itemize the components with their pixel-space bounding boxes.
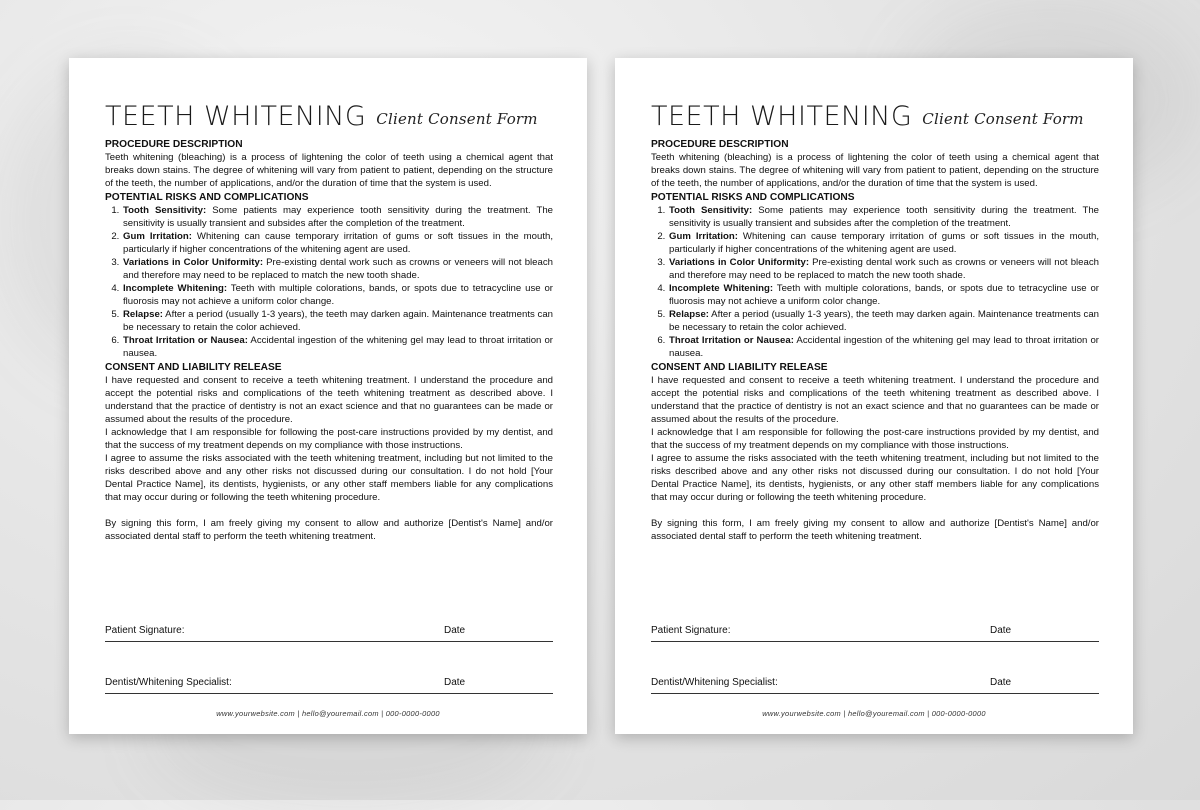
date-label: Date <box>990 677 1012 688</box>
patient-signature-label: Patient Signature: <box>105 625 185 636</box>
risks-heading: POTENTIAL RISKS AND COMPLICATIONS <box>105 192 309 203</box>
patient-signature-line[interactable] <box>651 619 1099 642</box>
procedure-heading: PROCEDURE DESCRIPTION <box>105 139 243 150</box>
date-label: Date <box>990 625 1012 636</box>
risk-item: 5. Relapse: After a period (usually 1-3 years), the teeth may darken again. Maintenance treatments can be necessary to retain the color achieved. <box>122 308 553 334</box>
risk-item: 4. Incomplete Whitening: Teeth with multiple colorations, bands, or spots due to tetracycline use or fluorosis may not achieve a uniform color change. <box>668 282 1099 308</box>
consent-heading: CONSENT AND LIABILITY RELEASE <box>105 362 282 373</box>
patient-signature-line[interactable] <box>105 619 553 642</box>
risk-item: 5. Relapse: After a period (usually 1-3 years), the teeth may darken again. Maintenance treatments can be necessary to retain the color achieved. <box>668 308 1099 334</box>
specialist-signature-line[interactable] <box>651 671 1099 694</box>
specialist-signature-label: Dentist/Whitening Specialist: <box>105 677 232 688</box>
risks-heading: POTENTIAL RISKS AND COMPLICATIONS <box>651 192 855 203</box>
title-script: Client Consent Form <box>922 110 1084 128</box>
risk-item: 3. Variations in Color Uniformity: Pre-existing dental work such as crowns or veneers will not bleach and therefore may need to be replaced to match the new tooth shade. <box>668 256 1099 282</box>
risk-item: 6. Throat Irritation or Nausea: Accidental ingestion of the whitening gel may lead to throat irritation or nausea. <box>122 334 553 360</box>
risk-item: 1. Tooth Sensitivity: Some patients may experience tooth sensitivity during the treatment. The sensitivity is usually transient and subsides after the completion of the treatment. <box>122 204 553 230</box>
title-script: Client Consent Form <box>376 110 538 128</box>
consent-paragraph: I have requested and consent to receive a teeth whitening treatment. I understand the procedure and accept the potential risks and complications of the teeth whitening treatment as described above. I understand that the practice of dentistry is not an exact science and that no guarantees can be made or assumed about the results of the procedure. <box>651 375 1099 425</box>
consent-paragraph: I agree to assume the risks associated with the teeth whitening treatment, including but not limited to the risks described above and any other risks not discussed during our consultation. I do not hold [Your Dental Practice Name], its dentists, hygienists, or any other staff members liable for any complications that may occur during or following the teeth whitening procedure. <box>105 453 553 503</box>
risk-item: 2. Gum Irritation: Whitening can cause temporary irritation of gums or soft tissues in the mouth, particularly if higher concentrations of the whitening agent are used. <box>122 230 553 256</box>
consent-authorization: By signing this form, I am freely giving my consent to allow and authorize [Dentist's Name] and/or associated dental staff to perform the teeth whitening treatment. <box>105 518 553 542</box>
patient-signature-label: Patient Signature: <box>651 625 731 636</box>
specialist-signature-label: Dentist/Whitening Specialist: <box>651 677 778 688</box>
consent-paragraph: I agree to assume the risks associated with the teeth whitening treatment, including but not limited to the risks described above and any other risks not discussed during our consultation. I do not hold [Your Dental Practice Name], its dentists, hygienists, or any other staff members liable for any complications that may occur during or following the teeth whitening procedure. <box>651 453 1099 503</box>
procedure-heading: PROCEDURE DESCRIPTION <box>651 139 789 150</box>
title-main: TEETH WHITENING <box>651 101 913 132</box>
consent-paragraph: I acknowledge that I am responsible for following the post-care instructions provided by my dentist, and that the success of my treatment depends on my compliance with those instructions. <box>651 427 1099 451</box>
risks-list <box>651 204 1099 360</box>
consent-authorization: By signing this form, I am freely giving my consent to allow and authorize [Dentist's Name] and/or associated dental staff to perform the teeth whitening treatment. <box>651 518 1099 542</box>
specialist-signature-line[interactable] <box>105 671 553 694</box>
consent-form-page-right <box>615 58 1133 734</box>
footer-contact: www.yourwebsite.com | hello@youremail.com | 000-0000-0000 <box>216 709 440 718</box>
consent-paragraph: I acknowledge that I am responsible for following the post-care instructions provided by my dentist, and that the success of my treatment depends on my compliance with those instructions. <box>105 427 553 451</box>
date-label: Date <box>444 625 466 636</box>
risk-item: 4. Incomplete Whitening: Teeth with multiple colorations, bands, or spots due to tetracycline use or fluorosis may not achieve a uniform color change. <box>122 282 553 308</box>
risk-item: 3. Variations in Color Uniformity: Pre-existing dental work such as crowns or veneers will not bleach and therefore may need to be replaced to match the new tooth shade. <box>122 256 553 282</box>
risk-item: 1. Tooth Sensitivity: Some patients may experience tooth sensitivity during the treatment. The sensitivity is usually transient and subsides after the completion of the treatment. <box>668 204 1099 230</box>
consent-form-page-left <box>69 58 587 734</box>
footer-contact: www.yourwebsite.com | hello@youremail.com | 000-0000-0000 <box>762 709 986 718</box>
risk-item: 2. Gum Irritation: Whitening can cause temporary irritation of gums or soft tissues in the mouth, particularly if higher concentrations of the whitening agent are used. <box>668 230 1099 256</box>
date-label: Date <box>444 677 466 688</box>
procedure-text: Teeth whitening (bleaching) is a process of lightening the color of teeth using a chemical agent that breaks down stains. The degree of whitening will vary from patient to patient, depending on the structure of the teeth, the number of applications, and/or the duration of time that the system is used. <box>105 152 553 189</box>
risk-item: 6. Throat Irritation or Nausea: Accidental ingestion of the whitening gel may lead to throat irritation or nausea. <box>668 334 1099 360</box>
form-title <box>105 86 553 130</box>
consent-heading: CONSENT AND LIABILITY RELEASE <box>651 362 828 373</box>
procedure-text: Teeth whitening (bleaching) is a process of lightening the color of teeth using a chemical agent that breaks down stains. The degree of whitening will vary from patient to patient, depending on the structure of the teeth, the number of applications, and/or the duration of time that the system is used. <box>651 152 1099 189</box>
title-main: TEETH WHITENING <box>105 101 367 132</box>
risks-list <box>105 204 553 360</box>
consent-paragraph: I have requested and consent to receive a teeth whitening treatment. I understand the procedure and accept the potential risks and complications of the teeth whitening treatment as described above. I understand that the practice of dentistry is not an exact science and that no guarantees can be made or assumed about the results of the procedure. <box>105 375 553 425</box>
form-title <box>651 86 1099 130</box>
